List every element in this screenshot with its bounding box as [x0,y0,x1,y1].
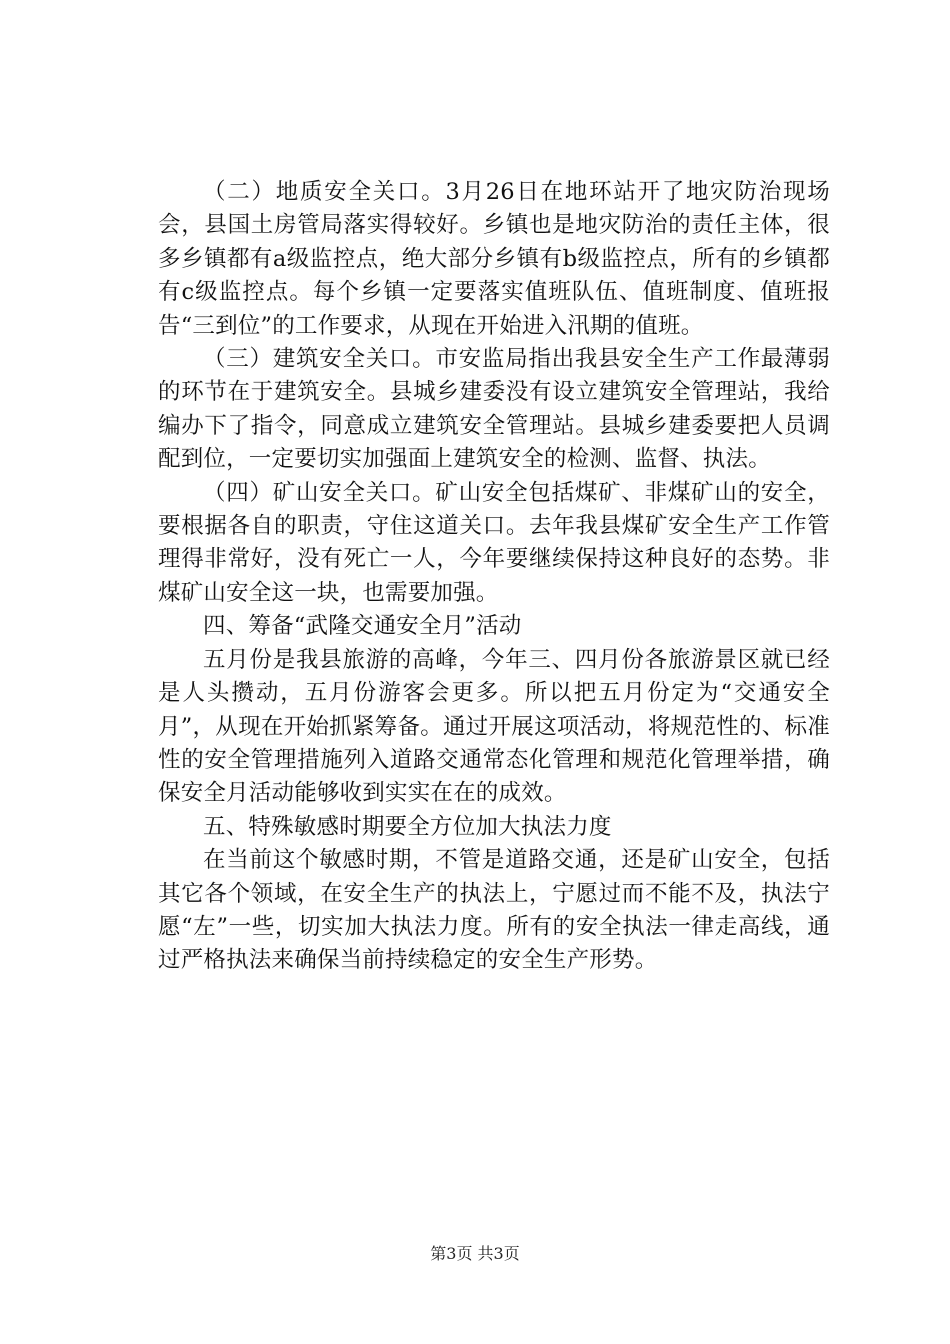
paragraph-construction-safety: （三）建筑安全关口。市安监局指出我县安全生产工作最薄弱的环节在于建筑安全。县城乡建委没有设立建筑安全管理站，我给编办下了指令，同意成立建筑安全管理站。县城乡建委要把人员调配到位，一定要切实加强面上建筑安全的检测、监督、执法。 [158,346,830,473]
paragraph-mine-safety: （四）矿山安全关口。矿山安全包括煤矿、非煤矿山的安全，要根据各自的职责，守住这道关口。去年我县煤矿安全生产工作管理得非常好，没有死亡一人，今年要继续保持这种良好的态势。非煤矿山安全这一块，也需要加强。 [158,479,830,606]
paragraph-traffic-month: 五月份是我县旅游的高峰，今年三、四月份各旅游景区就已经是人头攒动，五月份游客会更多。所以把五月份定为“交通安全月”，从现在开始抓紧筹备。通过开展这项活动，将规范性的、标准性的安全管理措施列入道路交通常态化管理和规范化管理举措，确保安全月活动能够收到实实在在的成效。 [158,646,830,807]
paragraph-geological-safety: （二）地质安全关口。3月26日在地环站开了地灾防治现场会，县国土房管局落实得较好。乡镇也是地灾防治的责任主体，很多乡镇都有a级监控点，绝大部分乡镇有b级监控点，所有的乡镇都有c级监控点。每个乡镇一定要落实值班队伍、值班制度、值班报告“三到位”的工作要求，从现在开始进入汛期的值班。 [158,179,830,339]
page-number-label: 第3页 共3页 [430,1244,520,1263]
paragraph-enforcement: 在当前这个敏感时期，不管是道路交通，还是矿山安全，包括其它各个领域，在安全生产的执法上，宁愿过而不能不及，执法宁愿“左”一些，切实加大执法力度。所有的安全执法一律走高线，通过严格执法来确保当前持续稳定的安全生产形势。 [158,847,830,974]
document-body [158,176,830,978]
section-heading-traffic-month: 四、筹备“武隆交通安全月”活动 [203,613,522,640]
section-heading-enforcement: 五、特殊敏感时期要全方位加大执法力度 [203,813,612,840]
page-footer [0,1244,950,1264]
